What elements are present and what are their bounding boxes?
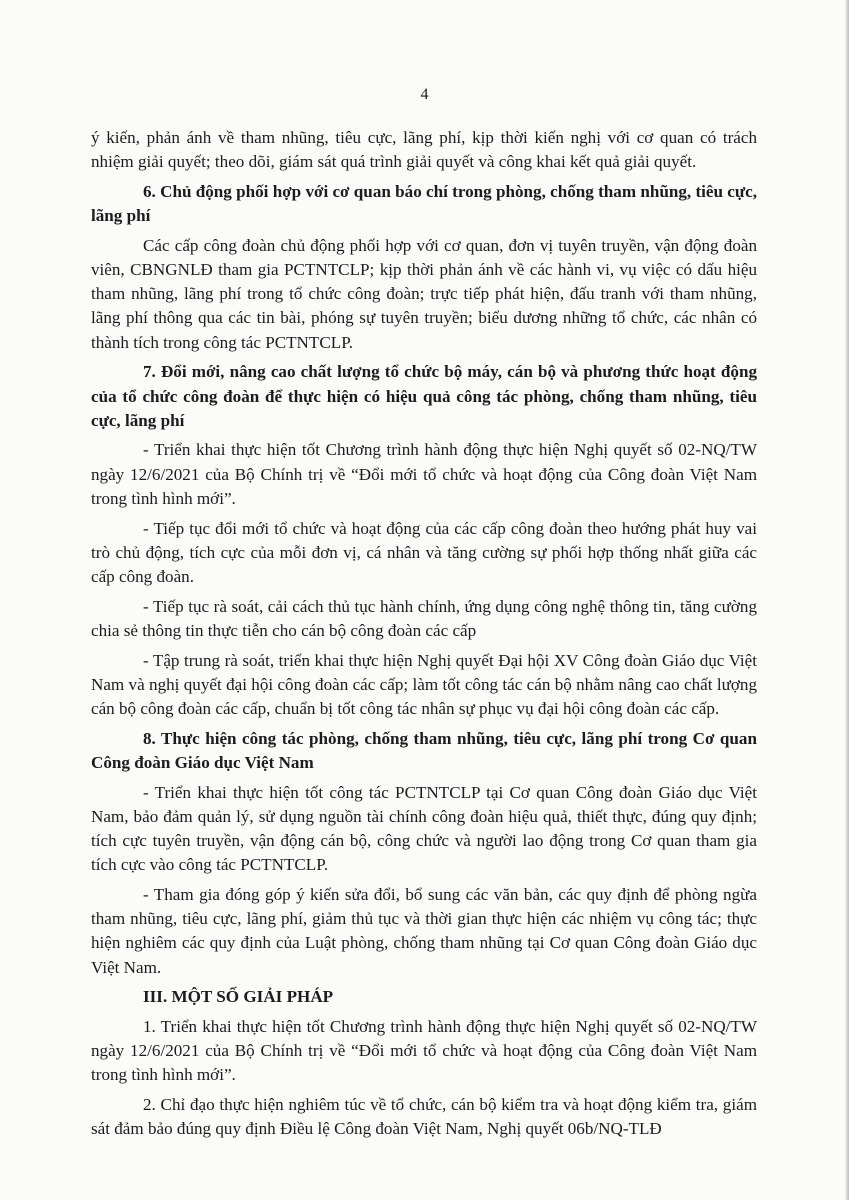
paragraph-section-8-item-2: - Tham gia đóng góp ý kiến sửa đổi, bổ sung các văn bản, các quy định để phòng ngừa tham nhũng, tiêu cực, lãng phí, giảm thủ tục và thời gian thực hiện các nhiệm vụ công tác; thực hiện nghiêm các quy định của Luật phòng, chống tham nhũng tại Cơ quan Công đoàn Giáo dục Việt Nam. xyxy=(91,884,757,977)
paragraph-section-6: Các cấp công đoàn chủ động phối hợp với cơ quan, đơn vị tuyên truyền, vận động đoàn viên, CBNGNLĐ tham gia PCTNTCLP; kịp thời phản ánh về các hành vi, vụ việc có dấu hiệu tham nhũng, lãng phí trong tổ chức công đoàn; trực tiếp phát hiện, đấu tranh với tham nhũng, lãng phí thông qua các tin bài, phóng sự tuyên truyền; biểu dương những tổ chức, các nhân có thành tích trong công tác PCTNTCLP. xyxy=(91,235,757,352)
document-body xyxy=(91,126,757,1147)
heading-section-7: 7. Đổi mới, nâng cao chất lượng tổ chức bộ máy, cán bộ và phương thức hoạt động của tổ chức công đoàn để thực hiện có hiệu quả công tác phòng, chống tham nhũng, tiêu cực, lãng phí xyxy=(91,362,757,430)
heading-section-6: 6. Chủ động phối hợp với cơ quan báo chí trong phòng, chống tham nhũng, tiêu cực, lãng phí xyxy=(91,181,757,226)
paragraph-section-8-item-1: - Triển khai thực hiện tốt công tác PCTNTCLP tại Cơ quan Công đoàn Giáo dục Việt Nam, bảo đảm quản lý, sử dụng nguồn tài chính công đoàn hiệu quả, thiết thực, đúng quy định; tích cực tuyên truyền, vận động cán bộ, công chức và người lao động trong Cơ quan tham gia tích cực vào công tác PCTNTCLP. xyxy=(91,782,757,875)
paragraph-section-7-item-4: - Tập trung rà soát, triển khai thực hiện Nghị quyết Đại hội XV Công đoàn Giáo dục Việt Nam và nghị quyết đại hội công đoàn các cấp; làm tốt công tác cán bộ nhằm nâng cao chất lượng cán bộ công đoàn các cấp, chuẩn bị tốt công tác nhân sự phục vụ đại hội công đoàn các cấp. xyxy=(91,650,757,718)
paragraph-continuation: ý kiến, phản ánh về tham nhũng, tiêu cực, lãng phí, kịp thời kiến nghị với cơ quan có trách nhiệm giải quyết; theo dõi, giám sát quá trình giải quyết và công khai kết quả giải quyết. xyxy=(91,128,757,172)
paragraph-section-7-item-3: - Tiếp tục rà soát, cải cách thủ tục hành chính, ứng dụng công nghệ thông tin, tăng cường chia sẻ thông tin thực tiễn cho cán bộ công đoàn các cấp xyxy=(91,596,757,640)
paragraph-section-7-item-2: - Tiếp tục đổi mới tổ chức và hoạt động của các cấp công đoàn theo hướng phát huy vai trò chủ động, tích cực của mỗi đơn vị, cá nhân và tăng cường sự phối hợp thống nhất giữa các cấp công đoàn. xyxy=(91,518,757,586)
paragraph-solution-1: 1. Triển khai thực hiện tốt Chương trình hành động thực hiện Nghị quyết số 02-NQ/TW ngày 12/6/2021 của Bộ Chính trị về “Đổi mới tổ chức và hoạt động của Công đoàn Việt Nam trong tình hình mới”. xyxy=(91,1016,757,1085)
heading-part-iii: III. MỘT SỐ GIẢI PHÁP xyxy=(143,987,334,1007)
page-number: 4 xyxy=(420,86,429,103)
heading-section-8: 8. Thực hiện công tác phòng, chống tham nhũng, tiêu cực, lãng phí trong Cơ quan Công đoàn Giáo dục Việt Nam xyxy=(91,728,757,772)
paragraph-solution-2: 2. Chỉ đạo thực hiện nghiêm túc về tổ chức, cán bộ kiểm tra và hoạt động kiểm tra, giám sát đảm bảo đúng quy định Điều lệ Công đoàn Việt Nam, Nghị quyết 06b/NQ-TLĐ xyxy=(91,1095,757,1139)
page-edge xyxy=(845,0,849,1200)
paragraph-section-7-item-1: - Triển khai thực hiện tốt Chương trình hành động thực hiện Nghị quyết số 02-NQ/TW ngày 12/6/2021 của Bộ Chính trị về “Đổi mới tổ chức và hoạt động của Công đoàn Việt Nam trong tình hình mới”. xyxy=(91,440,757,508)
